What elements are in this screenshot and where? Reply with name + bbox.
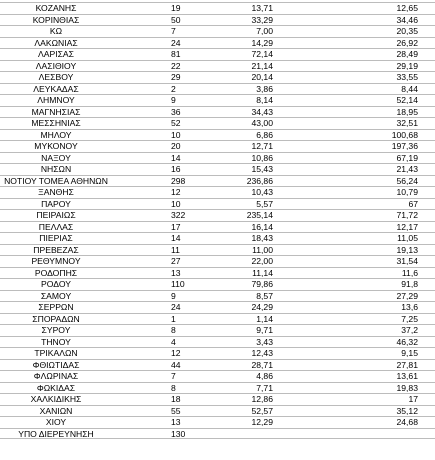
table-row — [0, 60, 435, 72]
region-name-cell: ΣΕΡΡΩΝ — [38, 302, 74, 312]
table-row — [0, 37, 435, 49]
case-count-cell: 1 — [171, 313, 176, 324]
value-a-cell: 52,57 — [251, 405, 273, 416]
value-b-cell: 32,51 — [396, 118, 418, 128]
value-b-cell: 10,79 — [396, 187, 418, 197]
case-count-cell: 17 — [171, 221, 181, 232]
region-name-cell: ΡΟΔΟΠΗΣ — [34, 267, 78, 278]
value-b-cell: 31,54 — [396, 256, 418, 266]
value-b-cell: 52,14 — [396, 95, 418, 105]
value-a-cell: 43,00 — [251, 118, 273, 128]
case-count-cell: 130 — [171, 428, 186, 439]
value-a-cell: 13,71 — [251, 3, 273, 13]
case-count-cell: 50 — [171, 14, 181, 25]
value-a-cell: 5,57 — [256, 198, 273, 209]
table-row — [0, 83, 435, 95]
table-row — [0, 347, 435, 359]
case-count-cell: 298 — [171, 175, 186, 186]
case-count-cell: 9 — [171, 290, 176, 301]
value-a-cell: 24,29 — [251, 302, 273, 312]
region-name-cell: ΠΙΕΡΙΑΣ — [39, 233, 73, 243]
case-count-cell: 11 — [171, 244, 180, 255]
region-name-cell: ΛΑΣΙΘΙΟΥ — [35, 60, 77, 71]
table-row — [0, 152, 435, 164]
case-count-cell: 19 — [171, 3, 181, 13]
region-name-cell: ΜΑΓΝΗΣΙΑΣ — [31, 106, 81, 117]
table-row — [0, 175, 435, 187]
region-name-cell: ΦΛΩΡΙΝΑΣ — [33, 371, 79, 381]
value-b-cell: 8,44 — [401, 83, 418, 94]
value-a-cell: 18,43 — [251, 233, 273, 243]
region-name-cell: ΡΟΔΟΥ — [41, 279, 71, 289]
case-count-cell: 14 — [171, 233, 181, 243]
value-b-cell: 19,13 — [396, 244, 418, 255]
region-name-cell: ΣΠΟΡΑΔΩΝ — [32, 313, 80, 324]
region-name-cell: ΜΥΚΟΝΟΥ — [34, 141, 78, 151]
value-a-cell: 22,00 — [251, 256, 273, 266]
value-a-cell: 15,43 — [251, 164, 273, 174]
case-count-cell: 29 — [171, 72, 181, 82]
region-name-cell: ΧΑΛΚΙΔΙΚΗΣ — [30, 394, 82, 404]
table-row — [0, 301, 435, 313]
value-b-cell: 34,46 — [396, 14, 418, 25]
case-count-cell: 12 — [171, 348, 181, 358]
region-name-cell: ΠΕΛΛΑΣ — [38, 221, 74, 232]
value-a-cell: 14,29 — [251, 37, 273, 48]
case-count-cell: 24 — [171, 37, 181, 48]
table-row — [0, 405, 435, 417]
value-a-cell: 34,43 — [251, 106, 273, 117]
table-row — [0, 278, 435, 290]
value-b-cell: 46,32 — [396, 336, 418, 347]
value-a-cell: 12,43 — [251, 348, 273, 358]
value-b-cell: 9,15 — [401, 348, 418, 358]
table-row — [0, 232, 435, 244]
table-row — [0, 313, 435, 325]
value-a-cell: 4,86 — [256, 371, 273, 381]
table-row — [0, 186, 435, 198]
case-count-cell: 2 — [171, 83, 176, 94]
case-count-cell: 44 — [171, 359, 181, 370]
value-a-cell: 3,86 — [256, 83, 273, 94]
region-name-cell: ΛΕΣΒΟΥ — [38, 72, 74, 82]
region-name-cell: ΣΑΜΟΥ — [40, 290, 72, 301]
region-name-cell: ΧΑΝΙΩΝ — [39, 405, 73, 416]
region-name-cell: ΝΟΤΙΟΥ ΤΟΜΕΑ ΑΘΗΝΩΝ — [4, 175, 108, 186]
case-count-cell: 10 — [171, 198, 181, 209]
value-a-cell: 7,00 — [256, 26, 273, 36]
table-row — [0, 14, 435, 26]
value-b-cell: 71,72 — [396, 210, 418, 220]
table-row — [0, 324, 435, 336]
table-row — [0, 163, 435, 175]
case-count-cell: 8 — [171, 325, 176, 335]
region-name-cell: ΦΘΙΩΤΙΔΑΣ — [32, 359, 80, 370]
value-b-cell: 27,29 — [396, 290, 418, 301]
value-a-cell: 10,43 — [251, 187, 273, 197]
region-name-cell: ΠΕΙΡΑΙΩΣ — [36, 210, 76, 220]
table-row — [0, 382, 435, 394]
value-b-cell: 11,05 — [397, 233, 418, 243]
case-count-cell: 10 — [171, 129, 181, 140]
value-b-cell: 11,6 — [401, 267, 418, 278]
table-row — [0, 117, 435, 129]
table-row — [0, 221, 435, 233]
case-count-cell: 24 — [171, 302, 181, 312]
region-name-cell: ΚΩ — [49, 26, 63, 36]
value-b-cell: 37,2 — [401, 325, 418, 335]
table-row — [0, 129, 435, 141]
region-name-cell: ΛΑΚΩΝΙΑΣ — [34, 37, 78, 48]
case-count-cell: 81 — [171, 49, 181, 59]
value-b-cell: 67 — [408, 198, 418, 209]
case-count-cell: 18 — [171, 394, 181, 404]
table-row — [0, 209, 435, 221]
case-count-cell: 36 — [171, 106, 181, 117]
case-count-cell: 7 — [171, 26, 176, 36]
case-count-cell: 14 — [171, 152, 181, 163]
region-name-cell: ΤΡΙΚΑΛΩΝ — [34, 348, 78, 358]
case-count-cell: 7 — [171, 371, 176, 381]
value-a-cell: 20,14 — [251, 72, 273, 82]
value-b-cell: 19,83 — [396, 382, 418, 393]
case-count-cell: 110 — [171, 279, 185, 289]
value-b-cell: 21,43 — [396, 164, 418, 174]
case-count-cell: 4 — [171, 336, 176, 347]
value-b-cell: 91,8 — [401, 279, 418, 289]
table-row — [0, 94, 435, 106]
value-b-cell: 197,36 — [391, 141, 418, 151]
region-name-cell: ΝΑΞΟΥ — [41, 152, 71, 163]
value-a-cell: 236,86 — [246, 175, 273, 186]
table-row — [0, 255, 435, 267]
table-row — [0, 198, 435, 210]
case-count-cell: 27 — [171, 256, 181, 266]
value-b-cell: 13,61 — [396, 371, 418, 381]
value-b-cell: 24,68 — [396, 417, 418, 427]
value-b-cell: 7,25 — [401, 313, 418, 324]
region-name-cell: ΝΗΣΩΝ — [40, 164, 72, 174]
table-row — [0, 106, 435, 118]
table-row — [0, 428, 435, 440]
value-b-cell: 18,95 — [396, 106, 418, 117]
region-name-cell: ΞΑΝΘΗΣ — [38, 187, 74, 197]
value-a-cell: 6,86 — [256, 129, 273, 140]
value-b-cell: 17 — [408, 394, 418, 404]
region-name-cell: ΛΑΡΙΣΑΣ — [38, 49, 74, 59]
value-a-cell: 3,43 — [256, 336, 273, 347]
region-name-cell: ΡΕΘΥΜΝΟΥ — [31, 256, 81, 266]
table-row — [0, 370, 435, 382]
case-count-cell: 52 — [171, 118, 181, 128]
value-a-cell: 10,86 — [251, 152, 273, 163]
value-a-cell: 235,14 — [246, 210, 273, 220]
value-a-cell: 72,14 — [251, 49, 273, 59]
value-a-cell: 12,86 — [251, 394, 273, 404]
table-row — [0, 359, 435, 371]
value-a-cell: 1,14 — [256, 313, 273, 324]
value-b-cell: 33,55 — [396, 72, 418, 82]
value-a-cell: 8,57 — [256, 290, 273, 301]
value-a-cell: 28,71 — [251, 359, 273, 370]
case-count-cell: 9 — [171, 95, 176, 105]
value-b-cell: 26,92 — [396, 37, 418, 48]
value-b-cell: 100,68 — [391, 129, 418, 140]
region-name-cell: ΛΕΥΚΑΔΑΣ — [33, 83, 79, 94]
region-name-cell: ΚΟΖΑΝΗΣ — [35, 3, 77, 13]
value-a-cell: 21,14 — [251, 60, 273, 71]
value-b-cell: 35,12 — [396, 405, 418, 416]
region-name-cell: ΠΡΕΒΕΖΑΣ — [33, 244, 79, 255]
region-name-cell: ΤΗΝΟΥ — [41, 336, 71, 347]
table-row — [0, 71, 435, 83]
value-b-cell: 12,65 — [396, 3, 418, 13]
case-count-cell: 13 — [171, 267, 181, 278]
region-name-cell: ΠΑΡΟΥ — [41, 198, 71, 209]
region-name-cell: ΧΙΟΥ — [45, 417, 67, 427]
table-row — [0, 393, 435, 405]
region-name-cell: ΥΠΟ ΔΙΕΡΕΥΝΗΣΗ — [18, 428, 94, 439]
case-count-cell: 12 — [171, 187, 181, 197]
case-count-cell: 20 — [171, 141, 181, 151]
region-name-cell: ΦΩΚΙΔΑΣ — [36, 382, 76, 393]
value-b-cell: 27,81 — [396, 359, 418, 370]
table-row — [0, 290, 435, 302]
case-count-cell: 322 — [171, 210, 186, 220]
case-count-cell: 22 — [171, 60, 181, 71]
region-name-cell: ΚΟΡΙΝΘΙΑΣ — [32, 14, 80, 25]
value-a-cell: 11,00 — [252, 244, 273, 255]
value-a-cell: 16,14 — [251, 221, 273, 232]
region-name-cell: ΣΥΡΟΥ — [41, 325, 71, 335]
table-row — [0, 140, 435, 152]
table-row — [0, 267, 435, 279]
value-a-cell: 12,71 — [251, 141, 273, 151]
value-a-cell: 33,29 — [251, 14, 273, 25]
region-name-cell: ΜΗΛΟΥ — [40, 129, 72, 140]
value-b-cell: 20,35 — [396, 26, 418, 36]
table-row — [0, 2, 435, 14]
value-b-cell: 67,19 — [396, 152, 418, 163]
value-b-cell: 56,24 — [396, 175, 418, 186]
value-b-cell: 29,19 — [396, 60, 418, 71]
table-row — [0, 25, 435, 37]
table-row — [0, 416, 435, 428]
value-a-cell: 9,71 — [256, 325, 273, 335]
value-b-cell: 13,6 — [401, 302, 418, 312]
value-b-cell: 28,49 — [396, 49, 418, 59]
table-row — [0, 244, 435, 256]
value-b-cell: 12,17 — [396, 221, 418, 232]
table-row — [0, 48, 435, 60]
value-a-cell: 8,14 — [256, 95, 273, 105]
table-row — [0, 336, 435, 348]
case-count-cell: 55 — [171, 405, 181, 416]
case-count-cell: 16 — [171, 164, 181, 174]
region-name-cell: ΛΗΜΝΟΥ — [37, 95, 75, 105]
region-name-cell: ΜΕΣΣΗΝΙΑΣ — [31, 118, 81, 128]
value-a-cell: 7,71 — [256, 382, 273, 393]
case-count-cell: 13 — [171, 417, 181, 427]
case-count-cell: 8 — [171, 382, 176, 393]
value-a-cell: 12,29 — [251, 417, 273, 427]
value-a-cell: 79,86 — [251, 279, 273, 289]
value-a-cell: 11,14 — [252, 267, 273, 278]
